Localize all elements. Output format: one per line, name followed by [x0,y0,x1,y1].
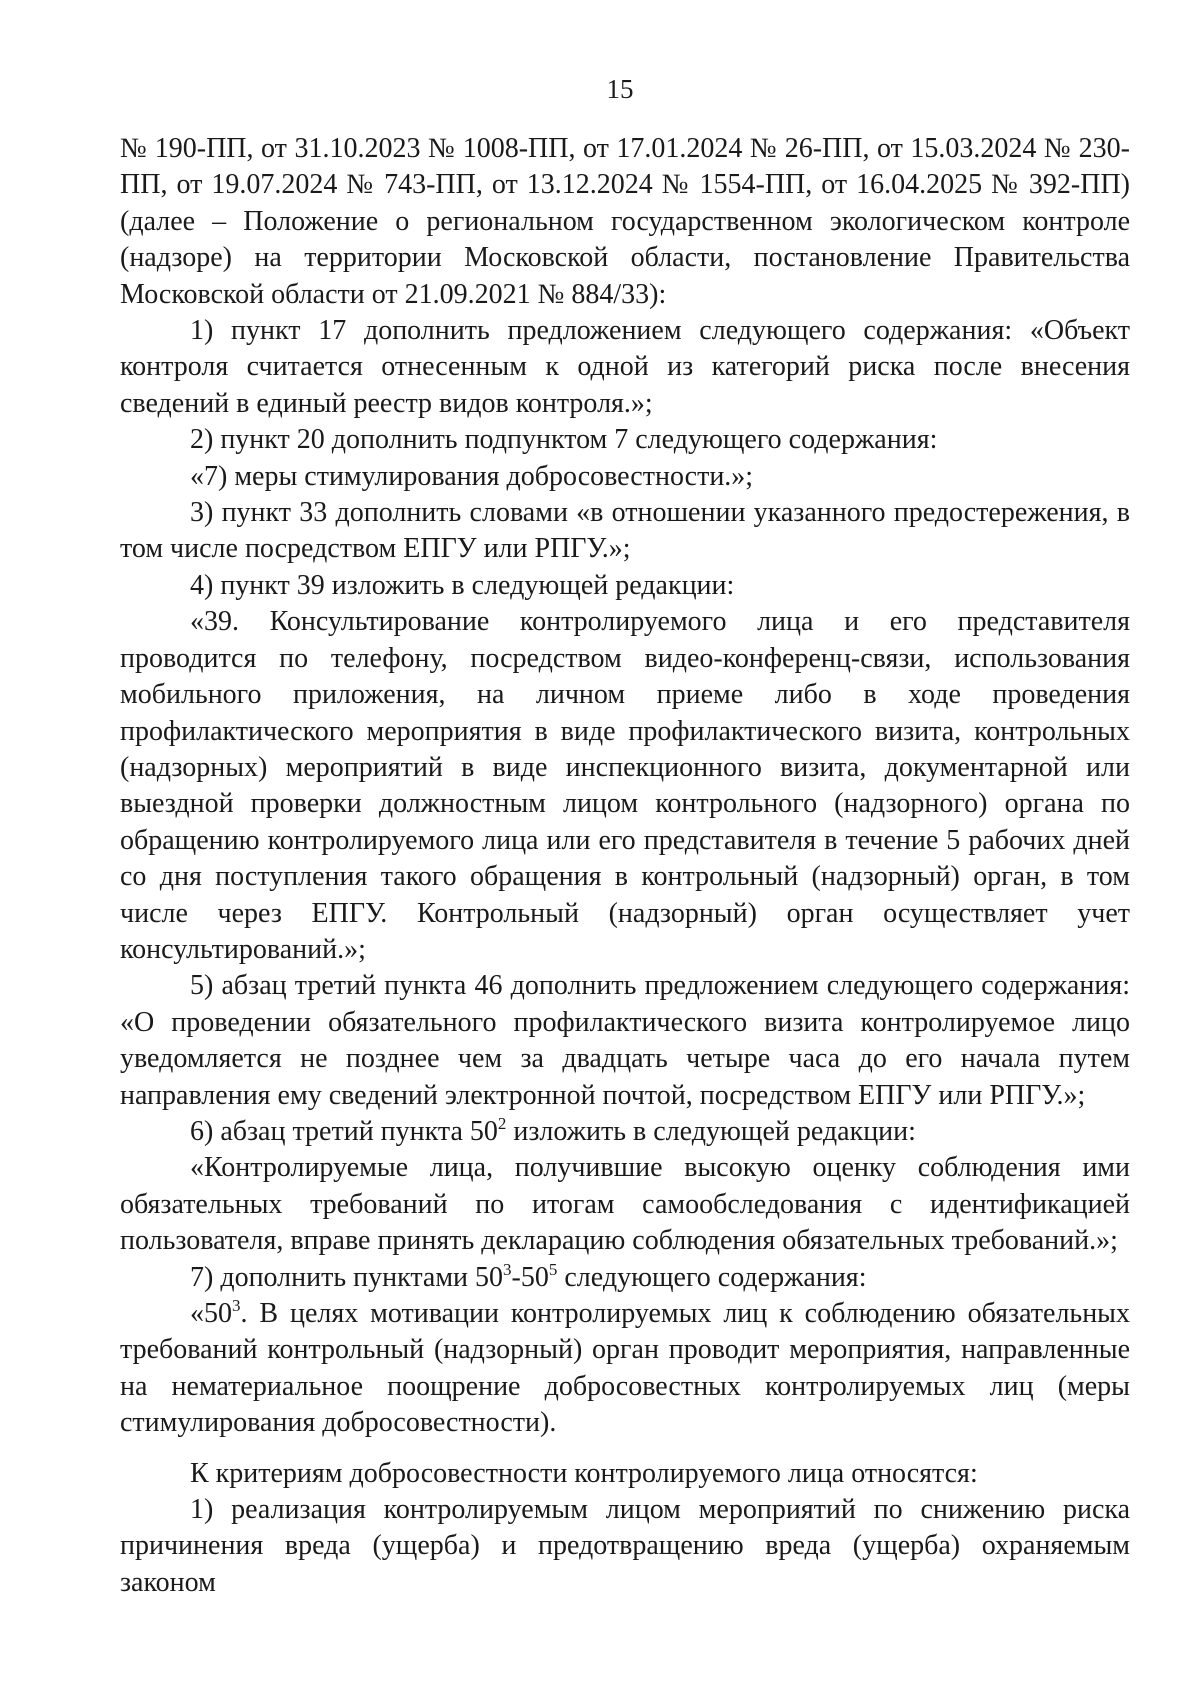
item-6-superscript: 2 [497,1113,507,1133]
document-body [120,131,1130,1601]
item-2-paragraph: 2) пункт 20 дополнить подпунктом 7 следующего содержания: [190,424,938,456]
item-7-paragraph [120,1260,1130,1296]
item-6-quote-paragraph: «Контролируемые лица, получившие высокую оценку соблюдения ими обязательных требований по итогам самообследования с идентификацией пользователя, вправе принять декларацию соблюдения обязательных требований.»; [120,1152,1130,1257]
item-7-quote-superscript: 3 [232,1296,241,1315]
item-4-paragraph: 4) пункт 39 изложить в следующей редакции: [190,569,735,601]
intro-paragraph: № 190-ПП, от 31.10.2023 № 1008-ПП, от 17.01.2024 № 26-ПП, от 15.03.2024 № 230-ПП, от 19.07.2024 № 743-ПП, от 13.12.2024 № 1554-ПП, от 16.04.2025 № 392-ПП) (далее – Положение о региональном государственном экологическом контроле (надзоре) на территории Московской области, постановление Правительства Московской области от 21.09.2021 № 884/33): [120,133,1130,310]
criteria-item-1-paragraph: 1) реализация контролируемым лицом мероприятий по снижению риска причинения вреда (ущерба) и предотвращению вреда (ущерба) охраняемым законом [120,1494,1130,1598]
item-7-text-mid: -50 [511,1261,549,1293]
item-7-text-before: 7) дополнить пунктами 50 [190,1261,504,1293]
item-7-quote-after: . В целях мотивации контролируемых лиц к соблюдению обязательных требований контрольный (надзорный) орган проводит мероприятия, направленные на нематериальное поощрение добросовестных контролируемых лиц (меры стимулирования добросовестности). [120,1298,1130,1439]
item-6-paragraph [120,1114,1130,1150]
item-7-quote-before: «50 [190,1298,232,1329]
item-7-superscript-1: 3 [503,1259,512,1279]
item-2-quote-paragraph: «7) меры стимулирования добросовестности.»; [190,460,754,492]
item-7-superscript-2: 5 [548,1259,558,1279]
item-3-paragraph: 3) пункт 33 дополнить словами «в отношении указанного предостережения, в том числе посредством ЕПГУ или РПГУ.»; [120,497,1130,565]
item-4-quote-paragraph: «39. Консультирование контролируемого лица и его представителя проводится по телефону, посредством видео-конференц-связи, использования мобильного приложения, на личном приеме либо в ходе проведения профилактического мероприятия в виде профилактического визита, контрольных (надзорных) мероприятий в виде инспекционного визита, документарной или выездной проверки должностным лицом контрольного (надзорного) органа по обращению контролируемого лица или его представителя в течение 5 рабочих дней со дня поступления такого обращения в контрольный (надзорный) орган, в том числе через ЕПГУ. Контрольный (надзорный) орган осуществляет учет консультирований.»; [120,606,1130,965]
item-5-paragraph: 5) абзац третий пункта 46 дополнить предложением следующего содержания: «О проведении обязательного профилактического визита контролируемое лицо уведомляется не позднее чем за двадцать четыре часа до его начала путем направления ему сведений электронной почтой, посредством ЕПГУ или РПГУ.»; [120,970,1130,1111]
item-6-text-before: 6) абзац третий пункта 50 [190,1115,498,1147]
item-6-text-after: изложить в следующей редакции: [506,1115,916,1147]
criteria-heading-paragraph: К критериям добросовестности контролируемого лица относятся: [190,1457,978,1489]
page-number: 15 [606,74,634,104]
item-7-quote-paragraph [120,1296,1130,1442]
item-1-paragraph: 1) пункт 17 дополнить предложением следующего содержания: «Объект контроля считается отнесенным к одной из категорий риска после внесения сведений в единый реестр видов контроля.»; [120,315,1130,419]
item-7-text-after: следующего содержания: [557,1261,867,1293]
